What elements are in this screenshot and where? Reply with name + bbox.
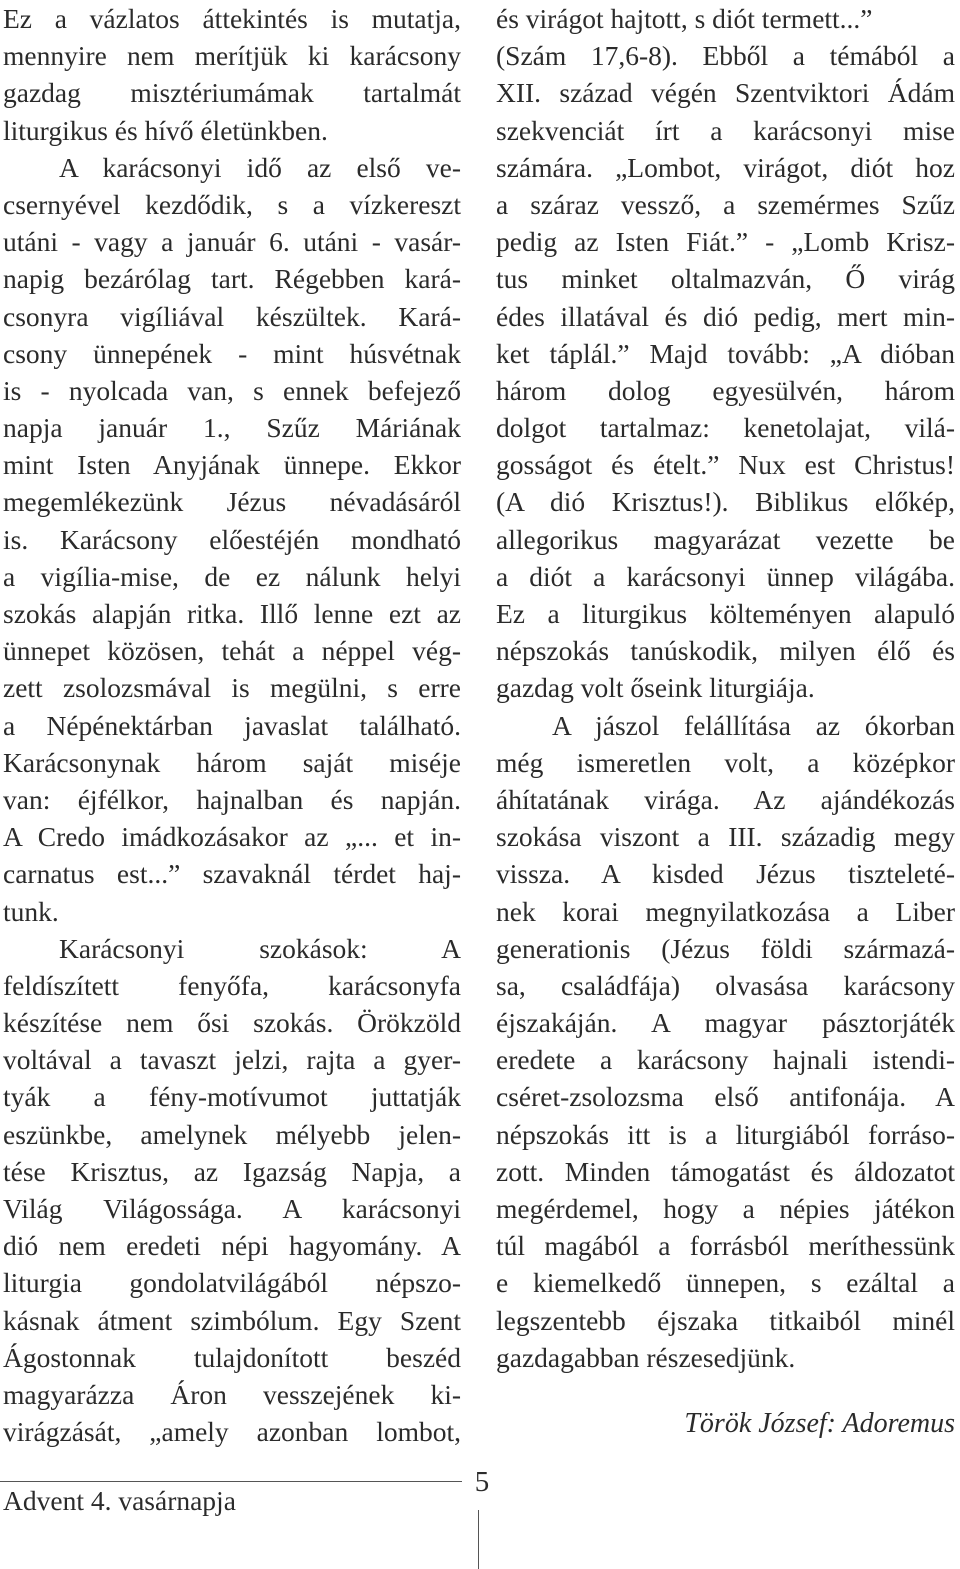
- text-line: a diót a karácsonyi ünnep világába.: [496, 560, 955, 592]
- page-number: 5: [474, 1466, 490, 1498]
- text-line: számára. „Lombot, virágot, diót hoz: [496, 151, 955, 183]
- text-line: tése Krisztus, az Igazság Napja, a: [3, 1155, 461, 1187]
- text-line: pedig az Isten Fiát.” - „Lomb Krisz-: [496, 226, 955, 258]
- text-line: XII. század végén Szentviktori Ádám: [496, 77, 955, 109]
- text-line: népszokás itt is a liturgiából forráso-: [496, 1118, 955, 1150]
- text-line: Ágostonnak tulajdonított beszéd: [3, 1341, 461, 1373]
- text-line: allegorikus magyarázat vezette be: [496, 523, 955, 555]
- text-line: liturgikus és hívő életünkben.: [3, 114, 328, 146]
- text-line: nek korai megnyilatkozása a Liber: [496, 895, 955, 927]
- text-line: csernyével kezdődik, s a vízkereszt: [3, 188, 461, 220]
- text-line: a száraz vessző, a szemérmes Szűz: [496, 188, 955, 220]
- text-line: gazdag volt őseink liturgiája.: [496, 672, 815, 704]
- text-line: dió nem eredeti népi hagyomány. A: [3, 1230, 461, 1262]
- text-line: zett zsolozsmával is megülni, s erre: [3, 672, 461, 704]
- text-line: gazdag misztériumámak tartalmát: [3, 77, 461, 109]
- text-line: (A dió Krisztus!). Biblikus előkép,: [496, 486, 955, 518]
- text-line: mint Isten Anyjának ünnepe. Ekkor: [3, 449, 461, 481]
- text-line: tyák a fény-motívumot juttatják: [3, 1081, 461, 1113]
- text-line: a Népénektárban javaslat található.: [3, 709, 461, 741]
- text-line: szekvenciát írt a karácsonyi mise: [496, 114, 955, 146]
- text-line: feldíszített fenyőfa, karácsonyfa: [3, 969, 461, 1001]
- text-line: napja január 1., Szűz Máriának: [3, 412, 461, 444]
- text-line: van: éjfélkor, hajnalban és napján.: [3, 783, 461, 815]
- text-line: édes illatával és dió pedig, mert min-: [496, 300, 955, 332]
- text-line: Karácsonynak három saját miséje: [3, 746, 461, 778]
- text-line: eredete a karácsony hajnali istendi-: [496, 1044, 955, 1076]
- right-column: [496, 0, 955, 1376]
- text-line: éjszakáján. A magyar pásztorjáték: [496, 1007, 955, 1039]
- text-line: e kiemelkedő ünnepen, s ezáltal a: [496, 1267, 955, 1299]
- text-line: és virágot hajtott, s diót termett...”: [496, 3, 873, 34]
- text-line: magyarázza Áron vesszejének ki-: [3, 1378, 461, 1410]
- text-line: ünnepet közösen, tehát a néppel vég-: [3, 635, 461, 667]
- text-line: megérdemel, hogy a népies játékon: [496, 1193, 955, 1224]
- text-line: Ez a liturgikus költeményen alapuló: [496, 598, 955, 629]
- text-line: szokás alapján ritka. Illő lenne ezt az: [3, 598, 461, 629]
- text-line: liturgia gondolatvilágából népszo-: [3, 1267, 461, 1299]
- text-line: tunk.: [3, 895, 59, 927]
- text-line: is. Karácsony előestéjén mondható: [3, 523, 461, 555]
- text-line: mennyire nem merítjük ki karácsony: [3, 40, 461, 72]
- text-line: Világ Világossága. A karácsonyi: [3, 1193, 461, 1224]
- text-line: Karácsonyi szokások: A: [59, 932, 461, 964]
- text-line: készítése nem ősi szokás. Örökzöld: [3, 1007, 461, 1039]
- author-signature: Török József: Adoremus: [684, 1408, 955, 1439]
- text-line: népszokás tanúskodik, milyen élő és: [496, 635, 955, 667]
- text-line: legszentebb éjszaka titkaiból minél: [496, 1304, 955, 1336]
- text-line: tus minket oltalmazván, Ő virág: [496, 263, 955, 295]
- text-line: dolgot tartalmaz: kenetolajat, vilá-: [496, 412, 955, 444]
- text-line: gosságot és ételt.” Nux est Christus!: [496, 449, 955, 481]
- page-number-divider: [478, 1510, 479, 1569]
- text-line: carnatus est...” szavaknál térdet haj-: [3, 858, 461, 890]
- text-line: zott. Minden támogatást és áldozatot: [496, 1155, 955, 1187]
- text-line: cséret-zsolozsma első antifonája. A: [496, 1081, 955, 1113]
- text-line: napig bezárólag tart. Régebben kará-: [3, 263, 461, 295]
- text-line: megemlékezünk Jézus névadásáról: [3, 486, 461, 518]
- text-line: a vigília-mise, de ez nálunk helyi: [3, 560, 461, 592]
- text-line: csonyra vigíliával készültek. Kará-: [3, 300, 461, 332]
- text-line: három dolog egyesülvén, három: [496, 374, 955, 406]
- text-line: generationis (Jézus földi származá-: [496, 932, 955, 964]
- left-column: [3, 0, 461, 1450]
- text-line: csony ünnepének - mint húsvétnak: [3, 337, 461, 369]
- text-line: Ez a vázlatos áttekintés is mutatja,: [3, 3, 461, 34]
- text-line: utáni - vagy a január 6. utáni - vasár-: [3, 226, 461, 258]
- text-line: A jászol felállítása az ókorban: [552, 709, 955, 741]
- text-line: virágzását, „amely azonban lombot,: [3, 1416, 461, 1448]
- text-line: szokása viszont a III. századig megy: [496, 821, 955, 853]
- text-line: vissza. A kisded Jézus tiszteleté-: [496, 858, 955, 890]
- text-line: is - nyolcada van, s ennek befejező: [3, 374, 461, 406]
- text-line: A karácsonyi idő az első ve-: [59, 151, 461, 183]
- text-line: gazdagabban részesedjünk.: [496, 1341, 796, 1373]
- text-line: eszünkbe, amelynek mélyebb jelen-: [3, 1118, 461, 1150]
- text-line: ket táplál.” Majd tovább: „A dióban: [496, 337, 955, 369]
- text-line: még ismeretlen volt, a középkor: [496, 746, 955, 778]
- text-line: (Szám 17,6-8). Ebből a témából a: [496, 40, 955, 72]
- text-line: túl magából a forrásból meríthessünk: [496, 1230, 955, 1262]
- text-line: kásnak átment szimbólum. Egy Szent: [3, 1304, 461, 1336]
- text-line: áhítatának virága. Az ajándékozás: [496, 783, 955, 815]
- text-line: voltával a tavaszt jelzi, rajta a gyer-: [3, 1044, 461, 1076]
- text-line: sa, családfája) olvasása karácsony: [496, 969, 955, 1001]
- footer-label: Advent 4. vasárnapja: [3, 1485, 236, 1516]
- text-line: A Credo imádkozásakor az „... et in-: [3, 821, 461, 853]
